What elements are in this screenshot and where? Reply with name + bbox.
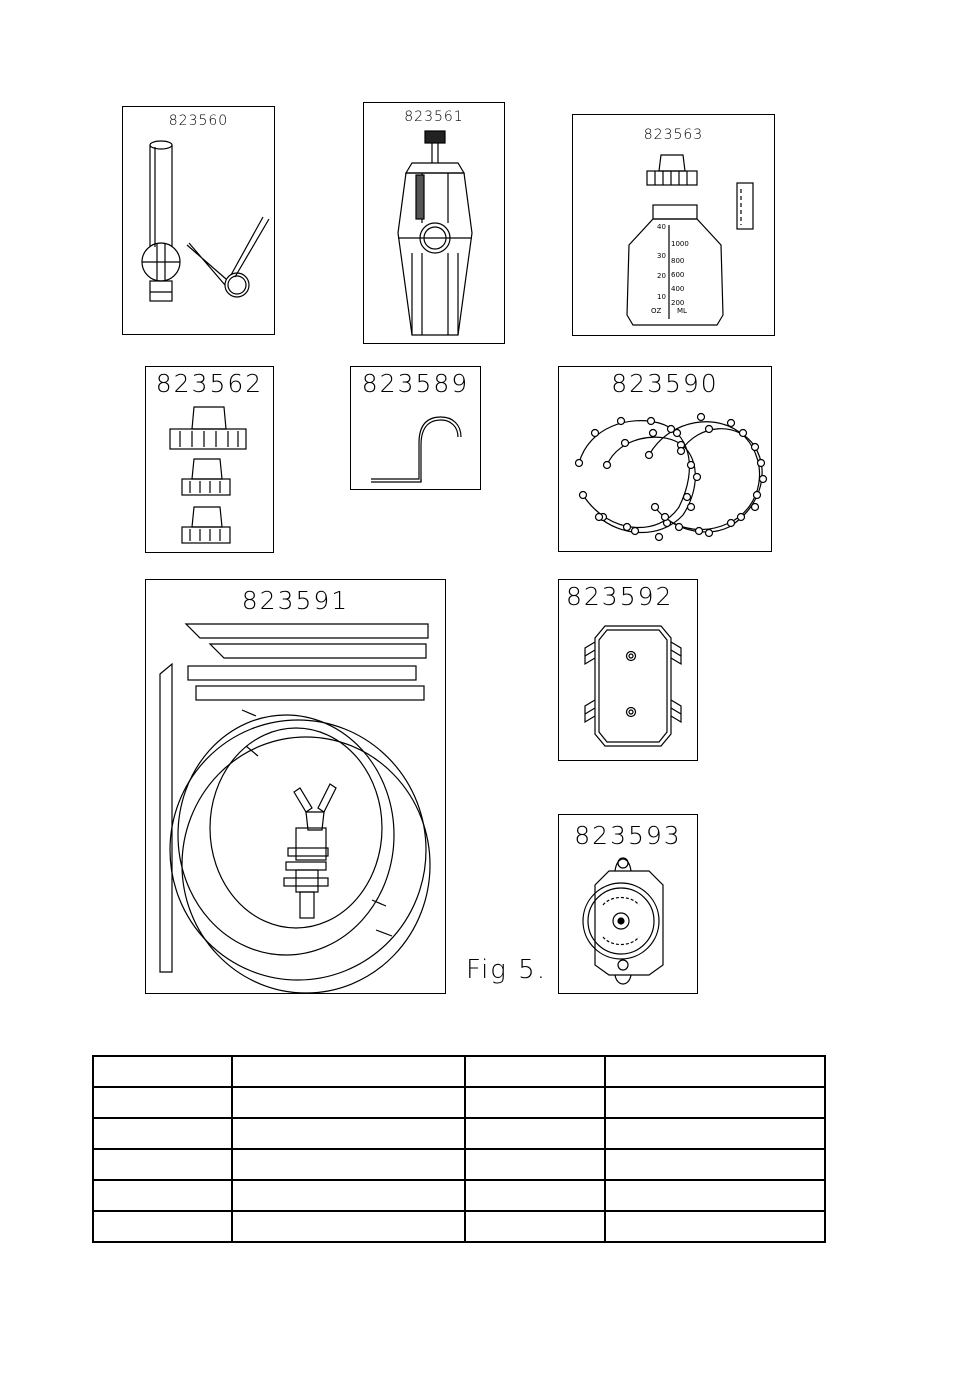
oz-mark: 30 — [657, 252, 666, 260]
table-cell — [93, 1087, 232, 1118]
table-cell — [93, 1180, 232, 1211]
part-code: 823561 — [404, 109, 464, 125]
part-code: 823593 — [574, 821, 682, 850]
pump-drawing — [364, 103, 506, 345]
panel-823589 — [350, 366, 481, 490]
part-code: 823590 — [611, 369, 719, 398]
table-cell — [232, 1211, 465, 1242]
table-cell — [605, 1056, 825, 1087]
panel-823591 — [145, 579, 446, 994]
panel-823593 — [558, 814, 698, 994]
part-code: 823562 — [155, 369, 264, 398]
part-code: 823591 — [241, 586, 350, 615]
table-cell — [232, 1180, 465, 1211]
table-cell — [605, 1180, 825, 1211]
ml-mark: ML — [677, 307, 687, 315]
panel-823562 — [145, 366, 274, 553]
table-cell — [93, 1118, 232, 1149]
table-row — [93, 1211, 825, 1242]
table-row — [93, 1087, 825, 1118]
table-cell — [93, 1056, 232, 1087]
ml-mark: 600 — [671, 271, 685, 279]
ml-mark: 1000 — [671, 240, 689, 248]
table-cell — [465, 1211, 605, 1242]
table-cell — [93, 1149, 232, 1180]
parts-table — [92, 1055, 826, 1243]
part-code: 823589 — [361, 369, 470, 398]
table-cell — [232, 1087, 465, 1118]
part-code: 823560 — [168, 113, 229, 129]
ml-mark: 800 — [671, 257, 685, 265]
panel-823560 — [122, 106, 275, 335]
table-cell — [232, 1056, 465, 1087]
table-row — [93, 1149, 825, 1180]
table-cell — [465, 1149, 605, 1180]
table-cell — [605, 1211, 825, 1242]
tubing-kit-drawing — [146, 580, 447, 995]
table-cell — [465, 1087, 605, 1118]
table-cell — [465, 1118, 605, 1149]
ml-mark: 400 — [671, 285, 685, 293]
table-cell — [605, 1118, 825, 1149]
tube-and-clip-drawing — [123, 107, 276, 336]
table-row — [93, 1118, 825, 1149]
table-cell — [605, 1087, 825, 1118]
disc-drawing — [559, 815, 699, 995]
table-cell — [232, 1149, 465, 1180]
table-cell — [465, 1056, 605, 1087]
bead-rings-drawing — [559, 367, 773, 553]
bottle-drawing — [573, 115, 776, 337]
table-cell — [232, 1118, 465, 1149]
table-cell — [605, 1149, 825, 1180]
oz-mark: 40 — [657, 223, 666, 231]
parts-table-body — [93, 1056, 825, 1242]
table-cell — [465, 1180, 605, 1211]
part-code: 823563 — [643, 127, 704, 143]
table-row — [93, 1056, 825, 1087]
panel-823590 — [558, 366, 772, 552]
oz-mark: 20 — [657, 272, 666, 280]
caps-drawing — [146, 367, 275, 554]
hook-drawing — [351, 367, 482, 491]
panel-823563 — [572, 114, 775, 336]
figure-caption: Fig 5. — [466, 955, 547, 985]
panel-823592 — [558, 579, 698, 761]
ml-mark: 200 — [671, 299, 685, 307]
plate-drawing — [559, 580, 699, 762]
oz-mark: OZ — [651, 307, 662, 315]
table-cell — [93, 1211, 232, 1242]
oz-mark: 10 — [657, 293, 666, 301]
table-row — [93, 1180, 825, 1211]
panel-823561 — [363, 102, 505, 344]
part-code: 823592 — [566, 582, 674, 611]
